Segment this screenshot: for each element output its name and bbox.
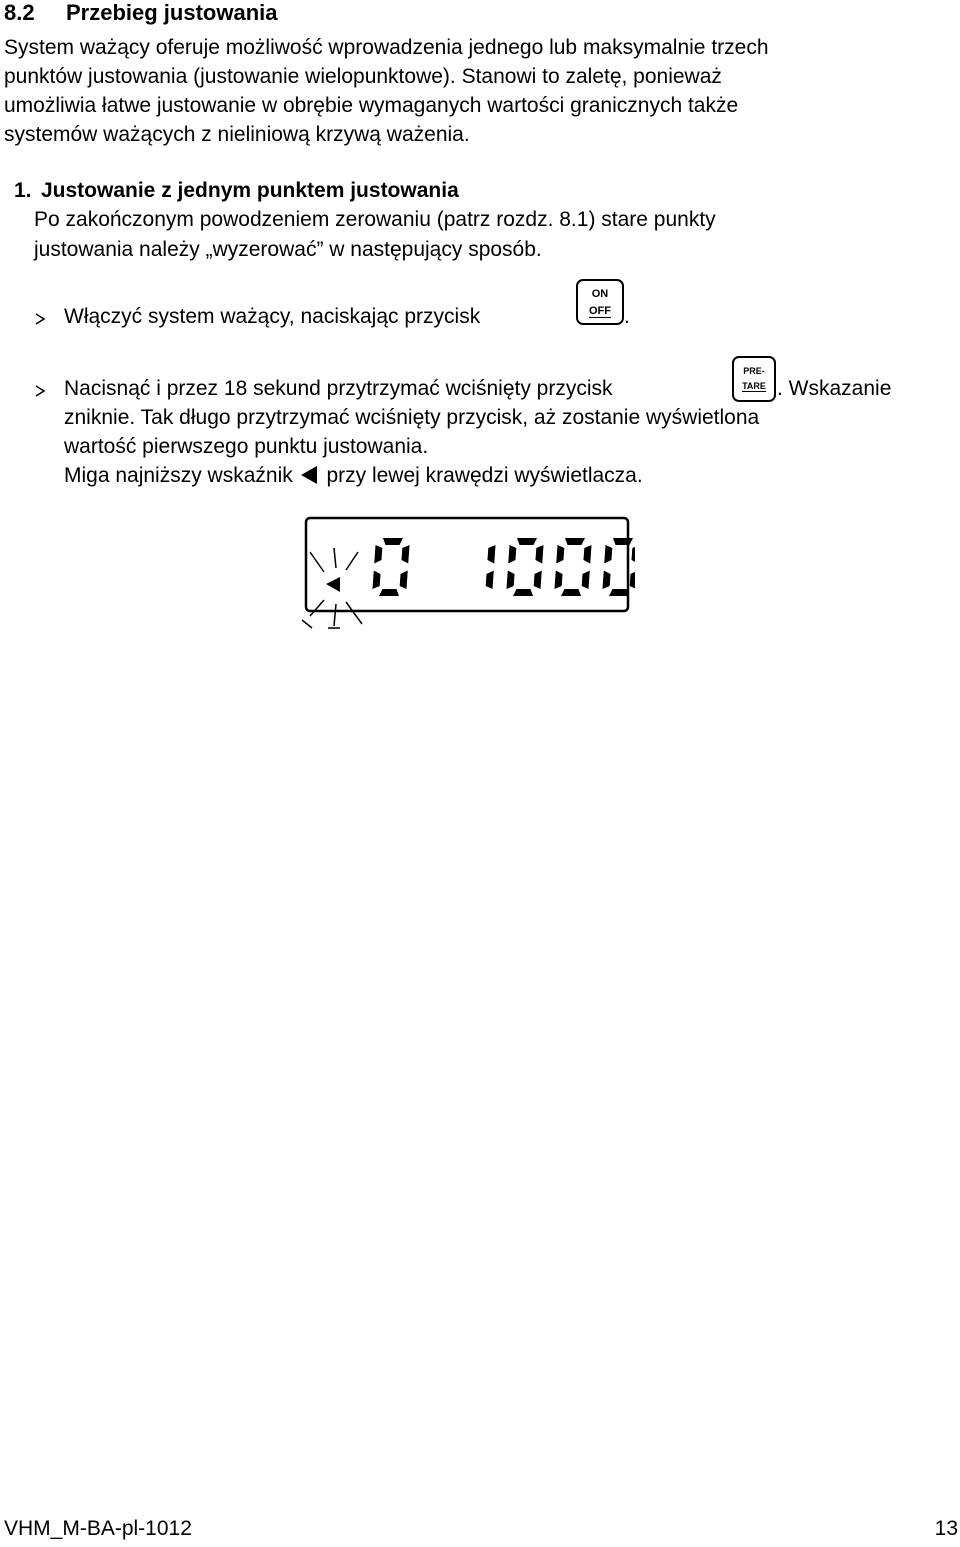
pre-tare-key-line1: PRE- — [743, 366, 765, 376]
left-triangle-icon — [301, 466, 317, 484]
step-2-last-line — [64, 464, 643, 488]
sub-intro-line: justowania należy „wyzerować” w następujący sposób. — [34, 238, 542, 261]
intro-line: systemów ważących z nieliniową krzywą ważenia. — [4, 123, 470, 146]
intro-line: punktów justowania (justowanie wielopunktowe). Stanowi to zaletę, ponieważ — [4, 65, 722, 88]
step-2-text: Nacisnąć i przez 18 sekund przytrzymać wciśnięty przycisk — [64, 377, 613, 400]
on-off-key-line2: OFF — [589, 305, 611, 317]
digit-segment — [565, 538, 585, 545]
digit-segment — [379, 589, 399, 596]
footer-page-number: 13 — [934, 1517, 958, 1540]
section-title: Przebieg justowania — [66, 0, 278, 25]
digit-segment — [609, 589, 629, 596]
step-1-label: Włączyć system ważący, naciskając przycisk — [64, 305, 481, 328]
subsection-title: Justowanie z jednym punktem justowania — [41, 179, 459, 202]
step-1-text — [64, 305, 480, 329]
digit-segment — [613, 538, 633, 545]
on-off-key-line1: ON — [591, 288, 609, 300]
digit-segment — [631, 545, 635, 564]
digit-segment — [630, 571, 635, 590]
arrowhead-bullet-icon — [34, 384, 46, 398]
step-1-period: . — [624, 305, 630, 328]
intro-line: System ważący oferuje możliwość wprowadzenia jednego lub maksymalnie trzech — [4, 36, 769, 59]
sub-intro-line: Po zakończonym powodzeniem zerowaniu (patrz rozdz. 8.1) stare punkty — [34, 208, 716, 231]
subsection-heading — [14, 179, 459, 203]
step-2-last-before: Miga najniższy wskaźnik — [64, 464, 293, 487]
step-2-text-after: . Wskazanie — [777, 377, 892, 400]
intro-line: umożliwia łatwe justowanie w obrębie wymaganych wartości granicznych także — [4, 94, 739, 117]
section-number: 8.2 — [4, 0, 35, 25]
scale-display — [300, 512, 635, 634]
arrowhead-bullet-icon — [34, 312, 46, 326]
step-2-last-after: przy lewej krawędzi wyświetlacza. — [326, 464, 643, 487]
on-off-key-icon — [576, 279, 624, 325]
pre-tare-key-line2: TARE — [742, 381, 766, 391]
digit-segment — [517, 538, 537, 545]
digit-segment — [513, 589, 533, 596]
step-2-line: wartość pierwszego punktu justowania. — [64, 435, 429, 458]
digit-segment — [561, 589, 581, 596]
subsection-number: 1. — [14, 179, 32, 202]
step-2-line: zniknie. Tak długo przytrzymać wciśnięty przycisk, aż zostanie wyświetlona — [64, 406, 760, 429]
digit-segment — [383, 538, 403, 545]
footer-doc-id: VHM_M-BA-pl-1012 — [4, 1517, 192, 1540]
pre-tare-key-icon — [732, 356, 776, 402]
display-frame — [306, 518, 628, 611]
